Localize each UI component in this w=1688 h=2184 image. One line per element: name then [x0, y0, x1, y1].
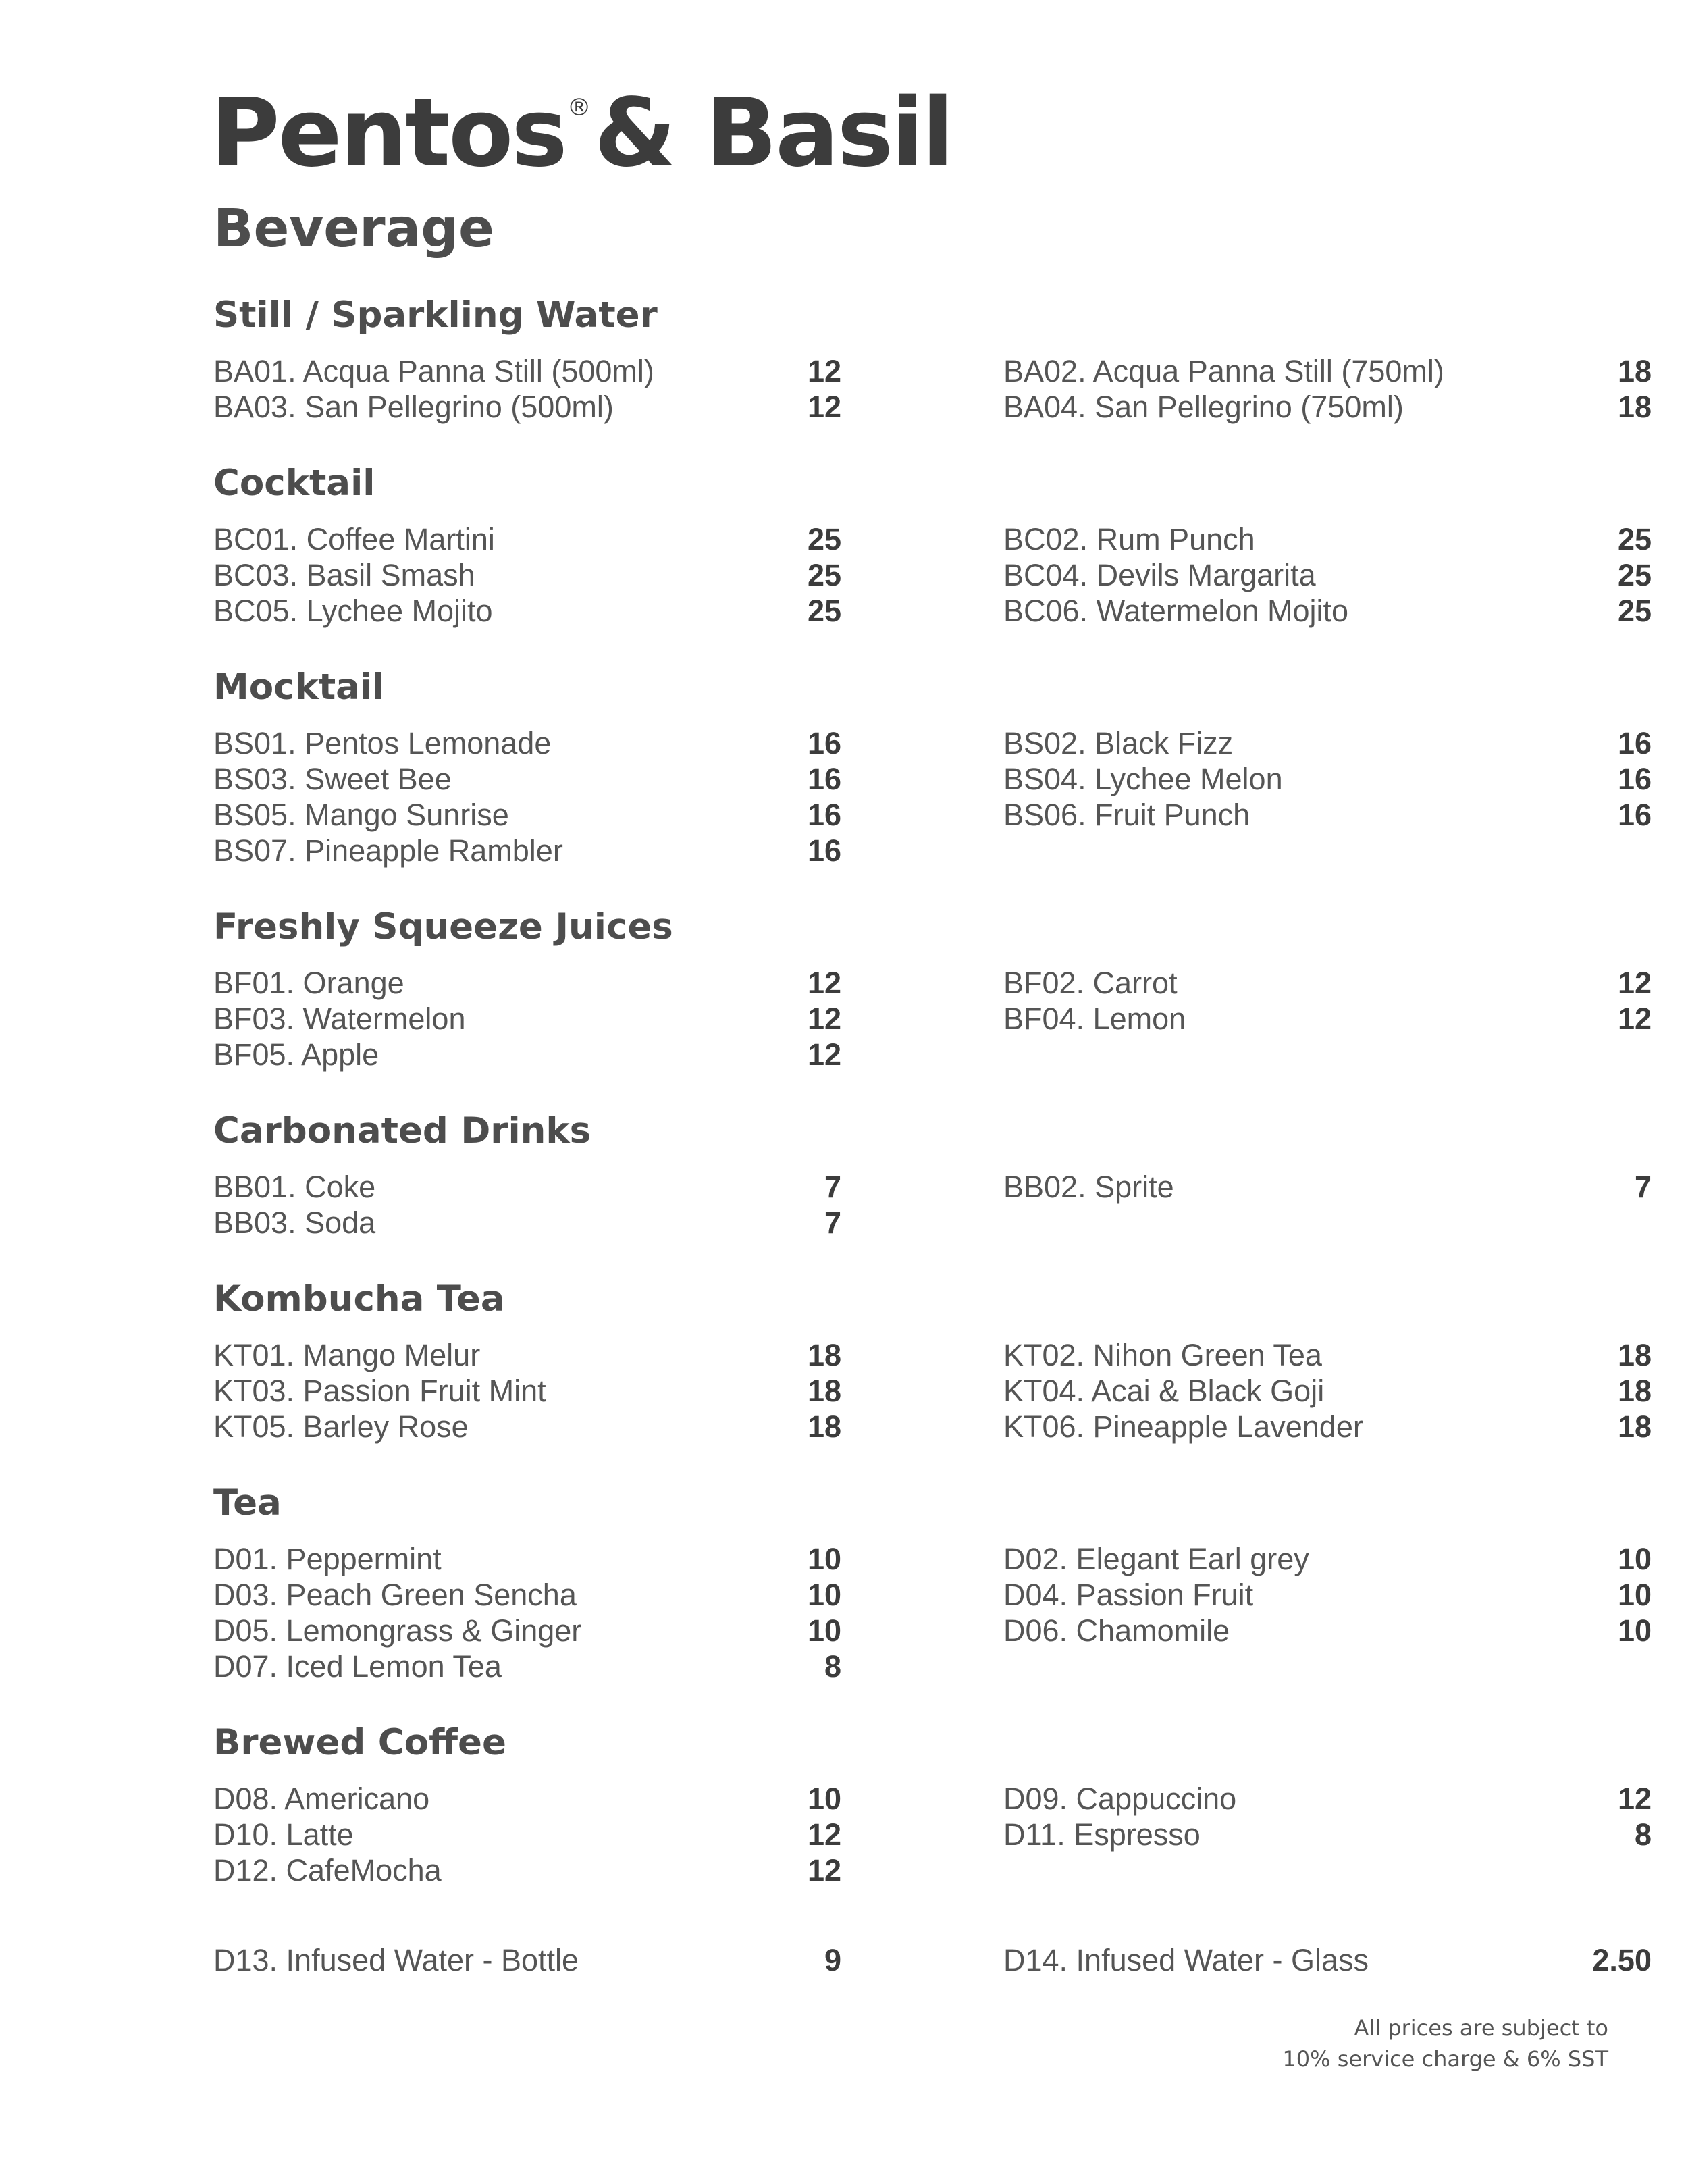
menu-item	[213, 1037, 841, 1072]
item-price: 25	[1617, 557, 1652, 592]
item-price: 16	[1617, 725, 1652, 760]
item-price: 18	[807, 1373, 841, 1408]
menu-item	[213, 389, 841, 425]
menu-item	[213, 593, 841, 629]
item-name: BC06. Watermelon Mojito	[1003, 593, 1349, 628]
menu-item	[213, 833, 841, 868]
brand-name-basil: & Basil	[594, 78, 952, 188]
menu-item	[213, 1577, 841, 1613]
item-name: D03. Peach Green Sencha	[213, 1577, 577, 1612]
item-price: 7	[824, 1169, 841, 1204]
menu-item	[1003, 389, 1652, 425]
item-price: 16	[807, 761, 841, 796]
item-price: 25	[807, 521, 841, 556]
section-title: Still / Sparkling Water	[213, 294, 658, 336]
item-name: BS03. Sweet Bee	[213, 761, 452, 796]
item-price: 10	[807, 1541, 841, 1576]
item-price: 12	[807, 1852, 841, 1888]
item-name: BB03. Soda	[213, 1205, 376, 1240]
item-name: BS07. Pineapple Rambler	[213, 833, 563, 868]
item-name: BA01. Acqua Panna Still (500ml)	[213, 353, 654, 388]
item-name: D09. Cappuccino	[1003, 1781, 1237, 1816]
section-title: Tea	[213, 1482, 282, 1524]
menu-item	[1003, 1409, 1652, 1445]
registered-mark: ®	[566, 94, 591, 122]
section-juices	[213, 906, 1652, 1072]
menu-item	[1003, 1337, 1652, 1373]
item-price: 18	[807, 1337, 841, 1372]
menu-item	[213, 557, 841, 593]
section-coffee	[213, 1722, 1652, 1888]
menu-item	[213, 1541, 841, 1577]
item-name: KT03. Passion Fruit Mint	[213, 1373, 546, 1408]
item-name: BS06. Fruit Punch	[1003, 797, 1250, 832]
item-price: 2.50	[1592, 1942, 1652, 1977]
brand-logo	[211, 78, 952, 188]
item-name: BF04. Lemon	[1003, 1001, 1186, 1036]
item-name: BC04. Devils Margarita	[1003, 557, 1316, 592]
item-name: KT02. Nihon Green Tea	[1003, 1337, 1322, 1372]
item-name: KT01. Mango Melur	[213, 1337, 481, 1372]
item-name: D11. Espresso	[1003, 1817, 1201, 1852]
item-price: 10	[807, 1577, 841, 1612]
item-price: 16	[807, 797, 841, 832]
page-title: Beverage	[213, 199, 494, 259]
menu-item	[1003, 761, 1652, 797]
section-title: Brewed Coffee	[213, 1722, 506, 1763]
item-price: 10	[807, 1781, 841, 1816]
menu-item	[213, 1942, 841, 1978]
item-price: 8	[824, 1648, 841, 1684]
item-price: 18	[1617, 1409, 1652, 1444]
item-name: BC02. Rum Punch	[1003, 521, 1255, 556]
item-name: BF03. Watermelon	[213, 1001, 466, 1036]
item-name: BB02. Sprite	[1003, 1169, 1174, 1204]
section-title: Carbonated Drinks	[213, 1110, 591, 1151]
item-price: 25	[1617, 593, 1652, 628]
menu-item	[213, 725, 841, 761]
menu-item	[1003, 1169, 1652, 1205]
item-name: BS05. Mango Sunrise	[213, 797, 509, 832]
item-price: 10	[1617, 1577, 1652, 1612]
section-title: Freshly Squeeze Juices	[213, 906, 673, 947]
item-price: 10	[1617, 1541, 1652, 1576]
item-name: BC01. Coffee Martini	[213, 521, 495, 556]
item-price: 12	[807, 1037, 841, 1072]
menu-item	[213, 1648, 841, 1684]
menu-item	[213, 1169, 841, 1205]
menu-item	[213, 761, 841, 797]
menu-item	[1003, 1373, 1652, 1409]
beverage-menu	[213, 294, 1652, 2019]
item-name: BC05. Lychee Mojito	[213, 593, 493, 628]
menu-item	[213, 797, 841, 833]
menu-item	[213, 1781, 841, 1817]
item-price: 25	[807, 557, 841, 592]
item-price: 7	[1634, 1169, 1652, 1204]
item-name: BA03. San Pellegrino (500ml)	[213, 389, 614, 424]
menu-item	[1003, 1613, 1652, 1648]
menu-item	[213, 1205, 841, 1241]
menu-item	[1003, 965, 1652, 1001]
item-price: 16	[807, 725, 841, 760]
section-infused-water	[213, 1942, 1652, 1978]
item-price: 12	[807, 389, 841, 424]
item-name: D02. Elegant Earl grey	[1003, 1541, 1309, 1576]
section-title: Cocktail	[213, 463, 375, 504]
item-name: BB01. Coke	[213, 1169, 376, 1204]
item-name: D12. CafeMocha	[213, 1852, 442, 1888]
item-price: 12	[1617, 965, 1652, 1000]
menu-item	[213, 1373, 841, 1409]
item-name: KT06. Pineapple Lavender	[1003, 1409, 1363, 1444]
menu-item	[1003, 593, 1652, 629]
item-name: KT04. Acai & Black Goji	[1003, 1373, 1325, 1408]
price-disclaimer	[1282, 2012, 1608, 2075]
item-name: D01. Peppermint	[213, 1541, 442, 1576]
item-price: 25	[807, 593, 841, 628]
item-price: 10	[807, 1613, 841, 1648]
section-cocktail	[213, 463, 1652, 629]
menu-item	[1003, 725, 1652, 761]
item-name: D13. Infused Water - Bottle	[213, 1942, 579, 1977]
menu-item	[1003, 1781, 1652, 1817]
item-name: BC03. Basil Smash	[213, 557, 475, 592]
item-price: 10	[1617, 1613, 1652, 1648]
item-name: BA04. San Pellegrino (750ml)	[1003, 389, 1404, 424]
menu-item	[1003, 557, 1652, 593]
menu-item	[1003, 797, 1652, 833]
item-price: 18	[1617, 1337, 1652, 1372]
section-title: Mocktail	[213, 667, 385, 708]
menu-item	[1003, 1001, 1652, 1037]
item-name: BF05. Apple	[213, 1037, 379, 1072]
disclaimer-line: 10% service charge & 6% SST	[1282, 2046, 1608, 2072]
item-price: 12	[807, 965, 841, 1000]
item-price: 8	[1634, 1817, 1652, 1852]
item-name: BS01. Pentos Lemonade	[213, 725, 552, 760]
item-name: D08. Americano	[213, 1781, 430, 1816]
menu-item	[213, 1613, 841, 1648]
item-name: BS04. Lychee Melon	[1003, 761, 1283, 796]
menu-item	[1003, 1541, 1652, 1577]
item-price: 12	[807, 353, 841, 388]
section-tea	[213, 1482, 1652, 1684]
item-price: 16	[1617, 761, 1652, 796]
item-price: 12	[807, 1817, 841, 1852]
item-price: 12	[1617, 1781, 1652, 1816]
menu-item	[213, 965, 841, 1001]
menu-item	[213, 1409, 841, 1445]
item-price: 18	[807, 1409, 841, 1444]
menu-item	[213, 1817, 841, 1852]
item-price: 9	[824, 1942, 841, 1977]
menu-item	[1003, 1817, 1652, 1852]
item-name: D05. Lemongrass & Ginger	[213, 1613, 582, 1648]
item-name: BF02. Carrot	[1003, 965, 1178, 1000]
item-price: 25	[1617, 521, 1652, 556]
item-name: BF01. Orange	[213, 965, 404, 1000]
menu-item	[213, 1337, 841, 1373]
item-name: BA02. Acqua Panna Still (750ml)	[1003, 353, 1444, 388]
section-title: Kombucha Tea	[213, 1278, 505, 1320]
item-name: D07. Iced Lemon Tea	[213, 1648, 502, 1684]
item-price: 7	[824, 1205, 841, 1240]
menu-item	[1003, 1942, 1652, 1978]
menu-item	[213, 521, 841, 557]
menu-item	[1003, 1577, 1652, 1613]
item-price: 16	[1617, 797, 1652, 832]
item-price: 18	[1617, 1373, 1652, 1408]
section-carbonated	[213, 1110, 1652, 1241]
item-price: 12	[1617, 1001, 1652, 1036]
menu-item	[213, 1001, 841, 1037]
menu-item	[1003, 521, 1652, 557]
item-name: BS02. Black Fizz	[1003, 725, 1234, 760]
section-mocktail	[213, 667, 1652, 868]
disclaimer-line: All prices are subject to	[1354, 2015, 1608, 2041]
item-price: 18	[1617, 353, 1652, 388]
item-name: D06. Chamomile	[1003, 1613, 1230, 1648]
item-price: 12	[807, 1001, 841, 1036]
item-name: D04. Passion Fruit	[1003, 1577, 1254, 1612]
item-price: 18	[1617, 389, 1652, 424]
brand-name-pentos: Pentos	[211, 78, 566, 188]
section-kombucha	[213, 1278, 1652, 1445]
section-water	[213, 294, 1652, 425]
menu-item	[213, 1852, 841, 1888]
item-name: D10. Latte	[213, 1817, 354, 1852]
item-name: D14. Infused Water - Glass	[1003, 1942, 1369, 1977]
menu-item	[1003, 353, 1652, 389]
menu-item	[213, 353, 841, 389]
item-name: KT05. Barley Rose	[213, 1409, 469, 1444]
item-price: 16	[807, 833, 841, 868]
